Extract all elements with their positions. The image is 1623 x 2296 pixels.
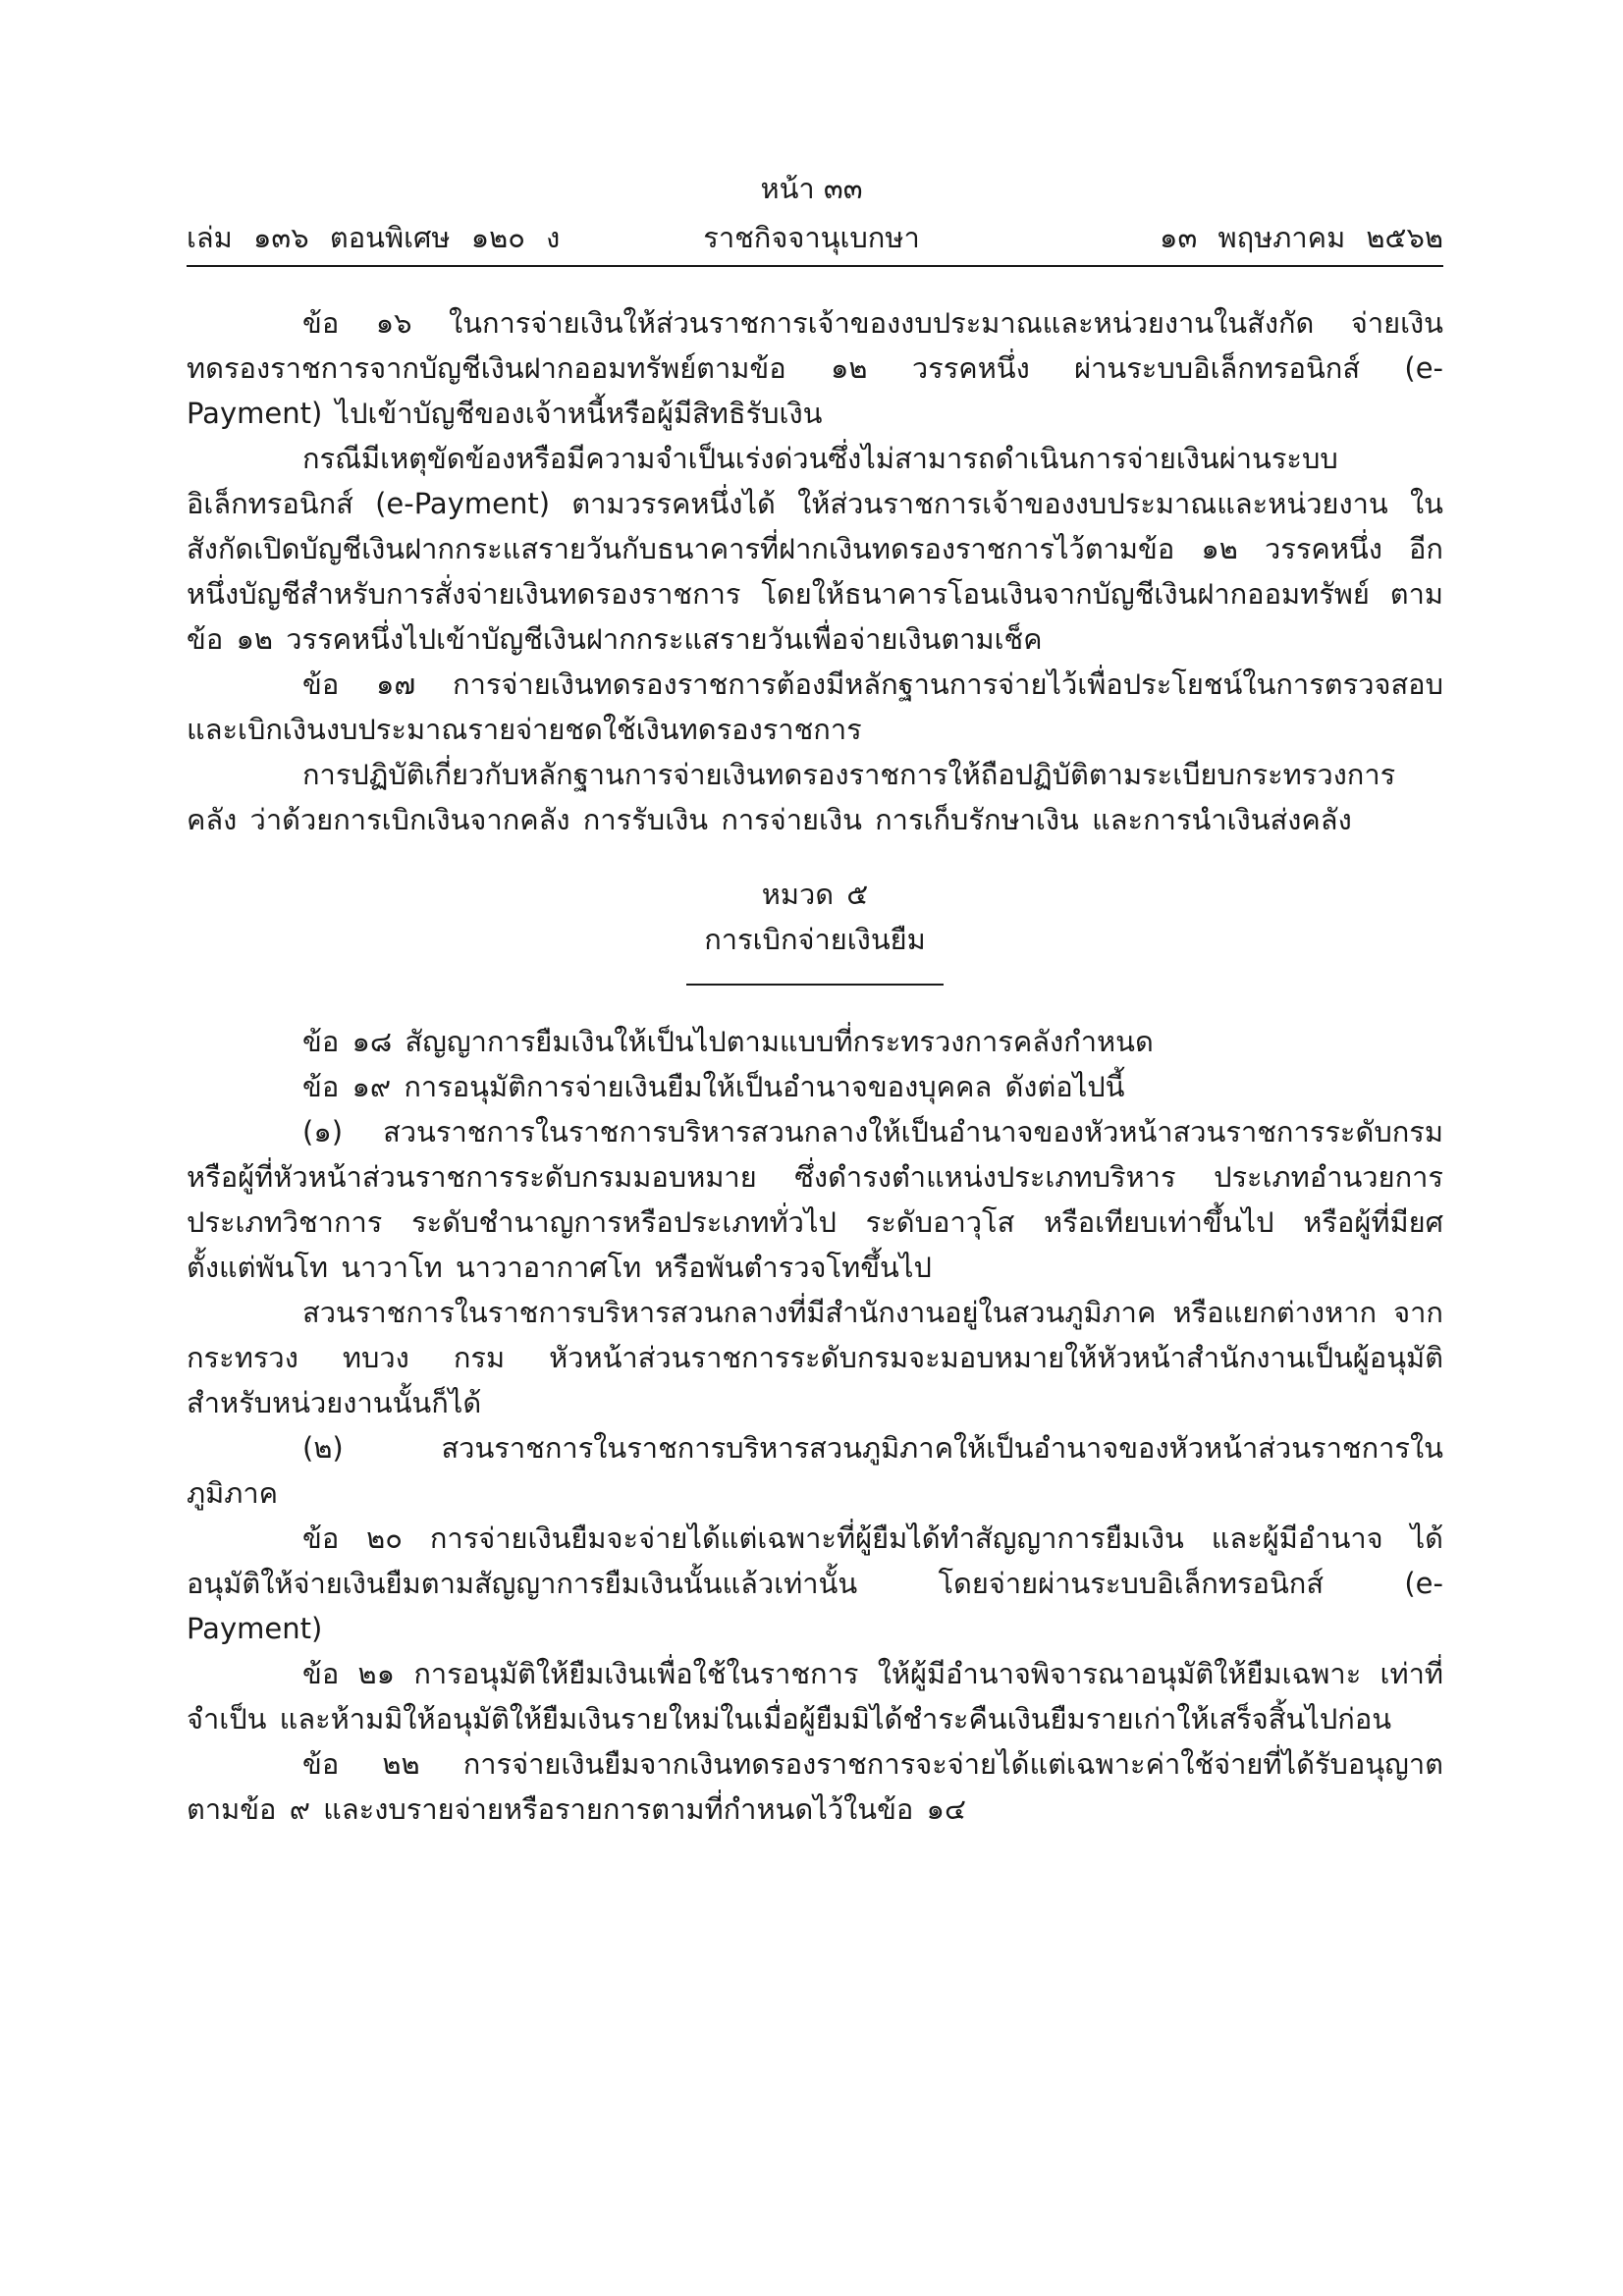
paragraph-article-19-item-1: (๑) สวนราชการในราชการบริหารสวนกลางให้เป็นอำนาจของหัวหน้าสวนราชการระดับกรม หรือผู้ที่หัวหน้าส่วนราชการระดับกรมมอบหมาย ซึ่งดำรงตำแหน่งประเภทบริหาร ประเภทอำนวยการ ประเภทวิชาการ ระดับชำนาญการหรือประเภททั่วไป ระดับอาวุโส หรือเทียบเท่าขึ้นไป หรือผู้ที่มียศ ตั้งแต่พันโท นาวาโท นาวาอากาศโท หรือพันตำรวจโทขึ้นไป: [187, 1115, 1443, 1284]
paragraph-article-22: ข้อ ๒๒ การจ่ายเงินยืมจากเงินทดรองราชการจะจ่ายได้แต่เฉพาะค่าใช้จ่ายที่ได้รับอนุญาต ตามข้อ ๙ และงบรายจ่ายหรือรายการตามที่กำหนดไว้ในข้อ ๑๔: [187, 1747, 1443, 1826]
paragraph-article-16-exception: กรณีมีเหตุขัดข้องหรือมีความจำเป็นเร่งด่วนซึ่งไม่สามารถดำเนินการจ่ายเงินผ่านระบบ อิเล็กทรอนิกส์ (e-Payment) ตามวรรคหนึ่งได้ ให้ส่วนราชการเจ้าของงบประมาณและหน่วยงาน ในสังกัดเปิดบัญชีเงินฝากกระแสรายวันกับธนาคารที่ฝากเงินทดรองราชการไว้ตามข้อ ๑๒ วรรคหนึ่ง อีกหนึ่งบัญชีสำหรับการสั่งจ่ายเงินทดรองราชการ โดยให้ธนาคารโอนเงินจากบัญชีเงินฝากออมทรัพย์ ตามข้อ ๑๒ วรรคหนึ่งไปเข้าบัญชีเงินฝากกระแสรายวันเพื่อจ่ายเงินตามเช็ค: [187, 442, 1443, 656]
chapter-divider: [686, 984, 944, 986]
paragraph-article-19-item-2: (๒) สวนราชการในราชการบริหารสวนภูมิภาคให้เป็นอำนาจของหัวหน้าส่วนราชการในภูมิภาค: [187, 1431, 1443, 1510]
chapter-number: หมวด ๕: [761, 878, 869, 911]
paragraph-article-17-evidence: การปฏิบัติเกี่ยวกับหลักฐานการจ่ายเงินทดรองราชการให้ถือปฏิบัติตามระเบียบกระทรวงการคลัง ว่าด้วยการเบิกเงินจากคลัง การรับเงิน การจ่ายเงิน การเก็บรักษาเงิน และการนำเงินส่งคลัง: [187, 758, 1396, 836]
paragraph-article-18: ข้อ ๑๘ สัญญาการยืมเงินให้เป็นไปตามแบบที่กระทรวงการคลังกำหนด: [302, 1025, 1154, 1058]
publication-date: ๑๓ พฤษภาคม ๒๕๖๒: [1160, 221, 1443, 254]
paragraph-article-19: ข้อ ๑๙ การอนุมัติการจ่ายเงินยืมให้เป็นอำนาจของบุคคล ดังต่อไปนี้: [302, 1070, 1125, 1103]
page-number: หน้า ๓๓: [760, 172, 863, 205]
publication-title: ราชกิจจานุเบกษา: [703, 221, 920, 254]
header-divider: [187, 265, 1443, 267]
paragraph-article-17: ข้อ ๑๗ การจ่ายเงินทดรองราชการต้องมีหลักฐานการจ่ายไว้เพื่อประโยชน์ในการตรวจสอบ และเบิกเงินงบประมาณรายจ่ายชดใช้เงินทดรองราชการ: [187, 667, 1443, 746]
document-body: [187, 300, 1443, 1832]
paragraph-article-20: ข้อ ๒๐ การจ่ายเงินยืมจะจ่ายได้แต่เฉพาะที่ผู้ยืมได้ทำสัญญาการยืมเงิน และผู้มีอำนาจ ได้อนุมัติให้จ่ายเงินยืมตามสัญญาการยืมเงินนั้นแล้วเท่านั้น โดยจ่ายผ่านระบบอิเล็กทรอนิกส์ (e-Payment): [187, 1522, 1443, 1645]
paragraph-article-21: ข้อ ๒๑ การอนุมัติให้ยืมเงินเพื่อใช้ในราชการ ให้ผู้มีอำนาจพิจารณาอนุมัติให้ยืมเฉพาะ เท่าที่จำเป็น และห้ามมิให้อนุมัติให้ยืมเงินรายใหม่ในเมื่อผู้ยืมมิได้ชำระคืนเงินยืมรายเก่าให้เสร็จสิ้นไปก่อน: [187, 1657, 1443, 1735]
volume-issue: เล่ม ๑๓๖ ตอนพิเศษ ๑๒๐ ง: [187, 221, 561, 254]
chapter-title: การเบิกจ่ายเงินยืม: [704, 923, 926, 956]
paragraph-article-19-item-1-regional: สวนราชการในราชการบริหารสวนกลางที่มีสำนักงานอยู่ในสวนภูมิภาค หรือแยกต่างหาก จากกระทรวง ทบวง กรม หัวหน้าส่วนราชการระดับกรมจะมอบหมายให้หัวหน้าสำนักงานเป็นผู้อนุมัติ สำหรับหน่วยงานนั้นก็ได้: [187, 1296, 1443, 1419]
paragraph-article-16: ข้อ ๑๖ ในการจ่ายเงินให้ส่วนราชการเจ้าของงบประมาณและหน่วยงานในสังกัด จ่ายเงินทดรองราชการจากบัญชีเงินฝากออมทรัพย์ตามข้อ ๑๒ วรรคหนึ่ง ผ่านระบบอิเล็กทรอนิกส์ (e-Payment) ไปเข้าบัญชีของเจ้าหนี้หรือผู้มีสิทธิรับเงิน: [187, 306, 1443, 430]
